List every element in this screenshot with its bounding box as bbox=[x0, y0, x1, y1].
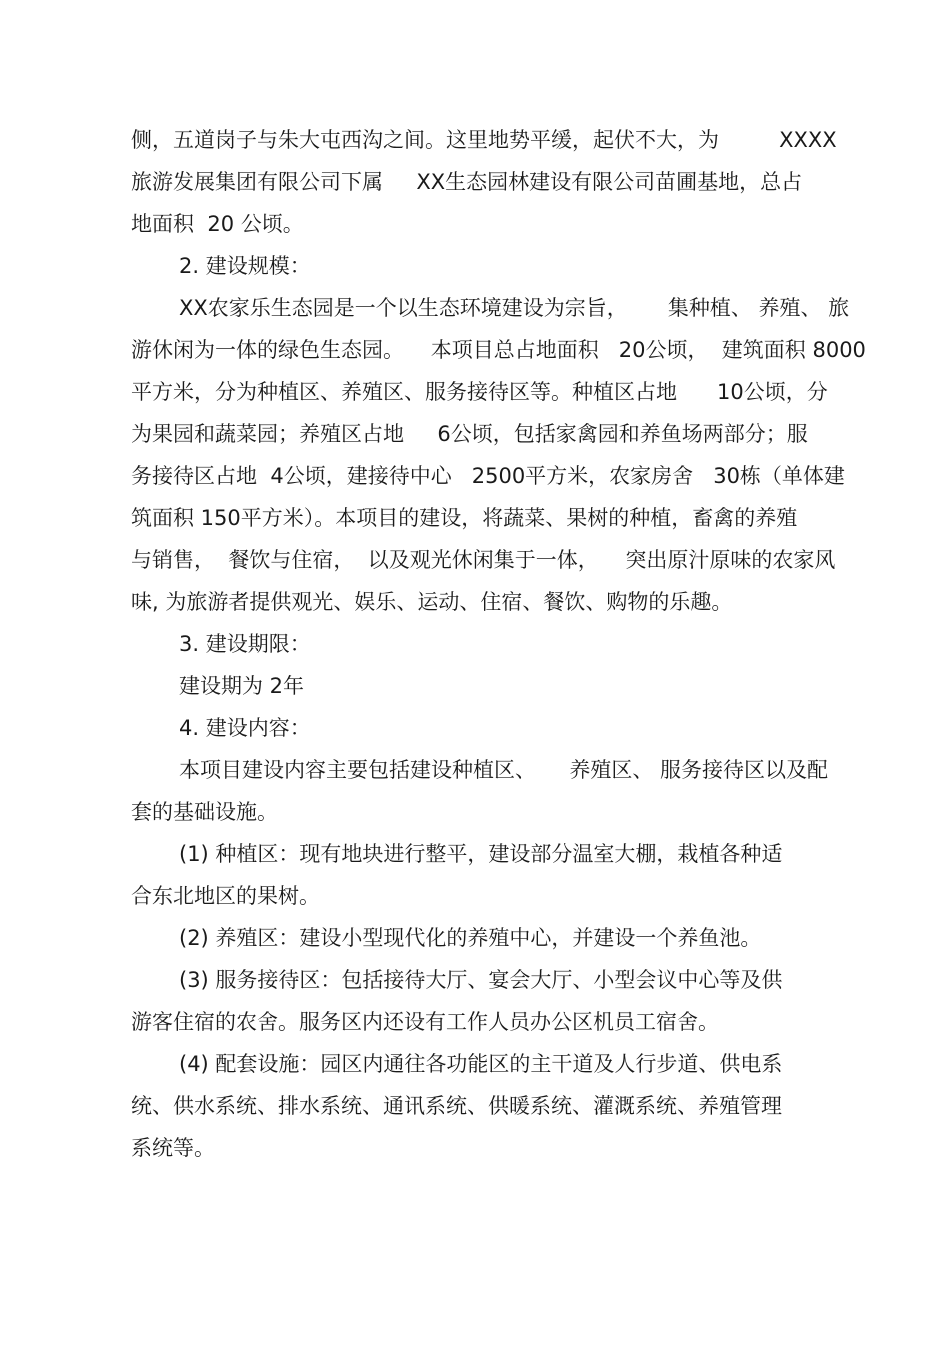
text-line: (3) 服务接待区：包括接待大厅、宴会大厅、小型会议中心等及供 bbox=[179, 968, 783, 992]
text-line: 为果园和蔬菜园；养殖区占地 6公顷，包括家禽园和养鱼场两部分；服 bbox=[131, 422, 808, 446]
text-line: 套的基础设施。 bbox=[131, 800, 278, 824]
text-line: 味, 为旅游者提供观光、娱乐、运动、住宿、餐饮、购物的乐趣。 bbox=[131, 590, 733, 614]
text-line: 筑面积 150平方米）。本项目的建设，将蔬菜、果树的种植，畜禽的养殖 bbox=[131, 506, 798, 530]
text-line: 建设期为 2年 bbox=[179, 674, 305, 698]
text-line: 地面积 20 公顷。 bbox=[131, 212, 304, 236]
section-heading: 4. 建设内容： bbox=[179, 716, 311, 740]
text-line: 游客住宿的农舍。服务区内还设有工作人员办公区机员工宿舍。 bbox=[131, 1010, 719, 1034]
text-line: (1) 种植区：现有地块进行整平，建设部分温室大棚，栽植各种适 bbox=[179, 842, 783, 866]
text-line: 本项目建设内容主要包括建设种植区、 养殖区、 服务接待区以及配 bbox=[179, 758, 829, 782]
section-heading: 2. 建设规模： bbox=[179, 254, 311, 278]
text-line: 统、供水系统、排水系统、通讯系统、供暖系统、灌溉系统、养殖管理 bbox=[131, 1094, 782, 1118]
text-line: 系统等。 bbox=[131, 1136, 215, 1160]
text-line: (2) 养殖区：建设小型现代化的养殖中心，并建设一个养鱼池。 bbox=[179, 926, 762, 950]
text-line: XX农家乐生态园是一个以生态环境建设为宗旨， 集种植、 养殖、 旅 bbox=[179, 296, 850, 320]
text-line: 侧，五道岗子与朱大屯西沟之间。这里地势平缓，起伏不大，为 XXXX bbox=[131, 128, 837, 152]
text-line: 游休闲为一体的绿色生态园。 本项目总占地面积 20公顷， 建筑面积 8000 bbox=[131, 338, 866, 362]
text-line: 旅游发展集团有限公司下属 XX生态园林建设有限公司苗圃基地，总占 bbox=[131, 170, 803, 194]
text-line: 合东北地区的果树。 bbox=[131, 884, 320, 908]
text-line: 务接待区占地 4公顷，建接待中心 2500平方米，农家房舍 30栋（单体建 bbox=[131, 464, 845, 488]
text-line: (4) 配套设施：园区内通往各功能区的主干道及人行步道、供电系 bbox=[179, 1052, 783, 1076]
text-line: 平方米，分为种植区、养殖区、服务接待区等。种植区占地 10公顷，分 bbox=[131, 380, 828, 404]
text-line: 与销售， 餐饮与住宿， 以及观光休闲集于一体， 突出原汁原味的农家风 bbox=[131, 548, 836, 572]
section-heading: 3. 建设期限： bbox=[179, 632, 311, 656]
